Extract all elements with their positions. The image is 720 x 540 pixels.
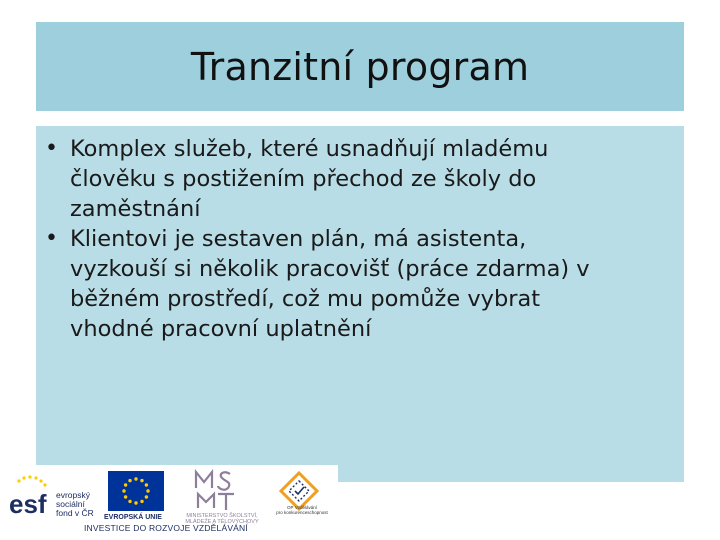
bullet-list <box>36 126 684 344</box>
msmt-caption-line-2: MLÁDEŽE A TĚLOVÝCHOVY <box>185 519 259 525</box>
slide-title: Tranzitní program <box>190 44 530 89</box>
bullet-1-line-1: Komplex služeb, které usnadňují mladému <box>70 136 549 162</box>
esf-caption-line-1: evropský <box>56 490 91 500</box>
esf-caption <box>56 491 94 518</box>
esf-caption-line-3: fond v ČR <box>56 508 94 518</box>
bullet-dot-icon: • <box>45 136 58 161</box>
bullet-2-line-1: Klientovi je sestaven plán, má asistenta, <box>70 226 527 252</box>
eu-star <box>134 477 137 480</box>
bullet-2-line-3: běžném prostředí, což mu pomůže vybrat <box>70 286 541 312</box>
bullet-2-line-4: vhodné pracovní uplatnění <box>70 316 372 342</box>
eu-star <box>145 483 148 486</box>
eu-star <box>145 495 148 498</box>
eu-star <box>140 479 143 482</box>
eu-star <box>124 495 127 498</box>
msmt-caption-line-1: MINISTERSTVO ŠKOLSTVÍ, <box>186 513 258 519</box>
eu-star <box>134 501 137 504</box>
bullet-dot-icon: • <box>45 226 58 251</box>
eu-star <box>140 500 143 503</box>
msmt-logo-icon <box>190 468 238 512</box>
eu-star <box>146 489 149 492</box>
bullet-item-2 <box>36 224 656 344</box>
op-caption-line-1: OP Vzdělávání <box>287 505 317 510</box>
eu-star <box>128 500 131 503</box>
investment-tagline: INVESTICE DO ROZVOJE VZDĚLÁVÁNÍ <box>84 523 248 533</box>
bullet-1-line-3: zaměstnání <box>70 196 201 222</box>
eu-flag-icon <box>108 471 164 511</box>
eu-star <box>124 483 127 486</box>
slide-title-box <box>36 22 684 111</box>
eu-star <box>122 489 125 492</box>
esf-caption-line-2: sociální <box>56 499 85 509</box>
funding-logo-strip <box>0 465 338 540</box>
esf-logo-icon <box>8 471 54 519</box>
bullet-1-line-2: člověku s postižením přechod ze školy do <box>70 166 537 192</box>
bullet-2-line-2: vyzkouší si několik pracovišť (práce zdarma) v <box>70 256 590 282</box>
esf-logo-text: esf <box>9 489 47 519</box>
op-caption-line-2: pro konkurenceschopnost <box>276 510 328 515</box>
eu-star <box>128 479 131 482</box>
eu-label: EVROPSKÁ UNIE <box>104 514 162 521</box>
slide-content-box <box>36 126 684 482</box>
bullet-item-1 <box>36 134 656 224</box>
op-caption <box>270 505 334 515</box>
